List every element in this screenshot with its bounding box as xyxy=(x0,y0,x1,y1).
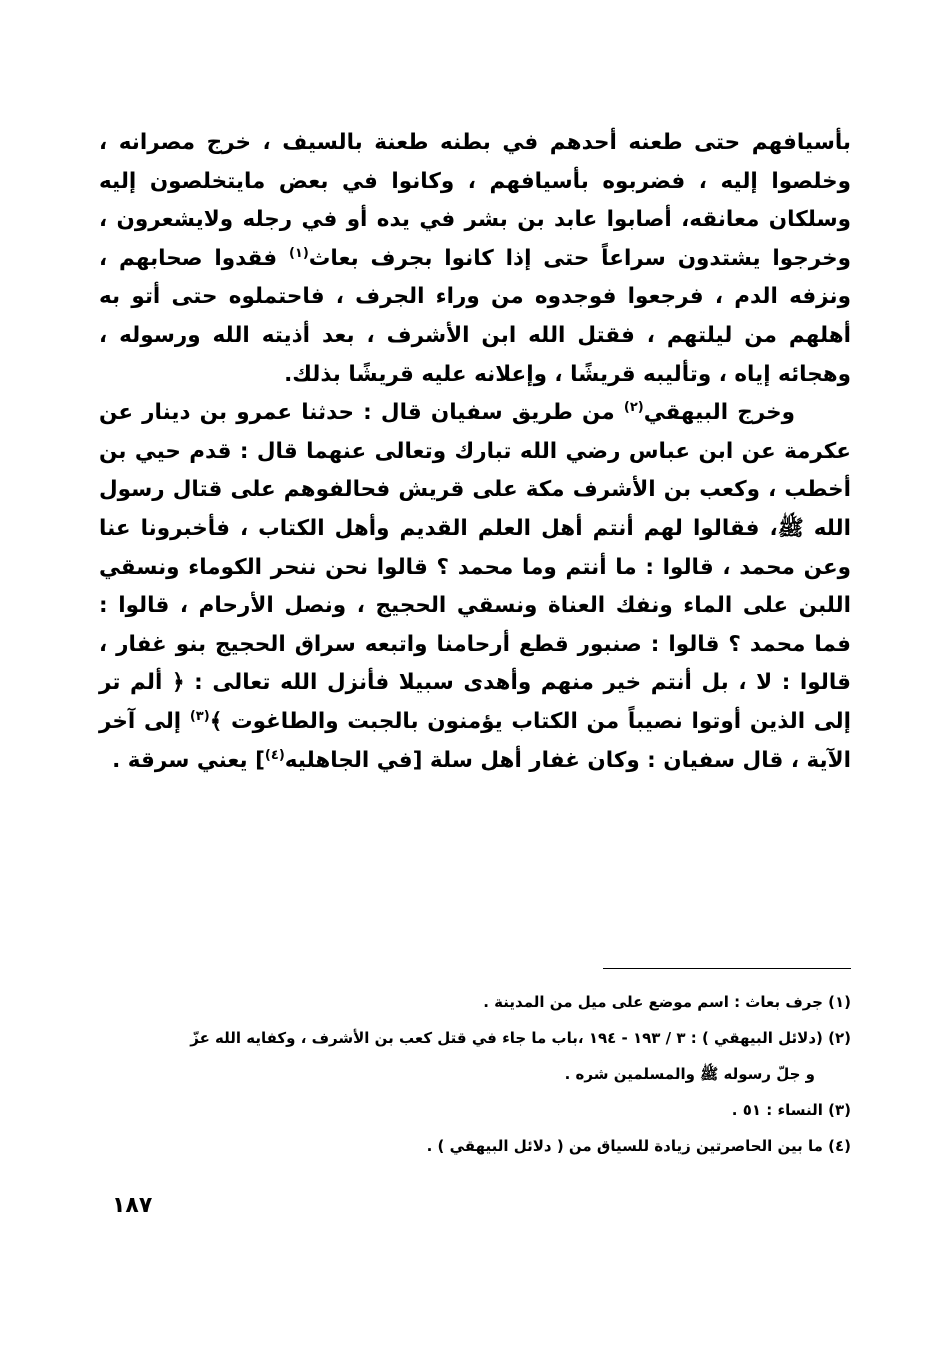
paragraph-2-start: وخرج البيهقي xyxy=(643,400,795,426)
footnote-3: (٣) النساء : ٥١ . xyxy=(731,1101,851,1119)
paragraph-2 xyxy=(99,394,851,780)
paragraph-2-after: إلى آخر الآية ، قال سفيان : وكان غفار أهل سلة [في الجاهليه xyxy=(99,708,851,773)
footnote-4: (٤) ما بين الحاصرتين زيادة للسياق من ( دلائل البيهقي ) . xyxy=(426,1137,851,1155)
footnote-divider xyxy=(603,968,851,969)
paragraph-1-rest: فقدوا صحابهم ، ونزفه الدم ، فرجعوا فوجدوه من وراء الجرف ، فاحتملوه حتى أتو به أهلهم من ليلتهم ، فقتل الله ابن الأشرف ، بعد أذيته الله ورسوله ، وهجائه إياه ، وتأليبه قريشًا ، وإعلانه عليه قريشًا بذلك. xyxy=(99,245,851,387)
paragraph-1-text: بأسيافهم حتى طعنه أحدهم في بطنه طعنة بالسيف ، خرج مصرانه ، وخلصوا إليه ، فضربوه بأسيافهم ، وكانوا في بعض مايتخلصون إليه وسلكان معانقه، أصابوا عابد بن بشر في يده أو في رجله ولايشعرون ، وخرجوا يشتدون سراعاً حتى إذا كانوا بجرف بعاث xyxy=(99,130,851,271)
main-text xyxy=(99,124,851,780)
paragraph-1 xyxy=(99,124,851,394)
footnote-ref-1: (١) xyxy=(288,245,309,261)
quran-verse: ﴿ ألم تر إلى الذين أوتوا نصيباً من الكتاب يؤمنون بالجبت والطاغوت ﴾ xyxy=(99,670,851,734)
footnotes xyxy=(99,984,851,1164)
footnote-ref-4: (٤) xyxy=(264,747,285,763)
paragraph-2-end: ] يعني سرقة . xyxy=(112,747,265,773)
footnote-2-continuation: و جلّ رسوله ﷺ والمسلمين شره . xyxy=(564,1065,815,1083)
footnote-ref-3: (٣) xyxy=(189,708,210,724)
page-number: ١٨٧ xyxy=(112,1193,153,1218)
footnote-ref-2: (٢) xyxy=(623,400,644,415)
footnote-1: (١) جرف بعاث : اسم موضع على ميل من المدينة . xyxy=(483,993,851,1011)
footnote-2: (٢) (دلائل البيهقي ) : ٣ / ١٩٣ - ١٩٤ ،باب ما جاء في قتل كعب بن الأشرف ، وكفايه الله عزّ xyxy=(190,1029,851,1047)
paragraph-2-text: من طريق سفيان قال : حدثنا عمرو بن دينار عن عكرمة عن ابن عباس رضي الله تبارك وتعالى عنهما قال : قدم حيي بن أخطب ، وكعب بن الأشرف مكة على قريش فحالفوهم على قتال رسول الله ﷺ، فقالوا لهم أنتم أهل العلم القديم وأهل الكتاب ، فأخبرونا عنا وعن محمد ، قالوا : ما أنتم وما محمد ؟ قالوا نحن ننحر الكوماء ونسقي اللبن على الماء ونفك العناة ونسقي الحجيج ، ونصل الأرحام ، قالوا : فما محمد ؟ قالوا : صنبور قطع أرحامنا واتبعه سراق الحجيج بنو غفار ، قالوا : لا ، بل أنتم خير منهم وأهدى سبيلا فأنزل الله تعالى : xyxy=(99,400,851,696)
